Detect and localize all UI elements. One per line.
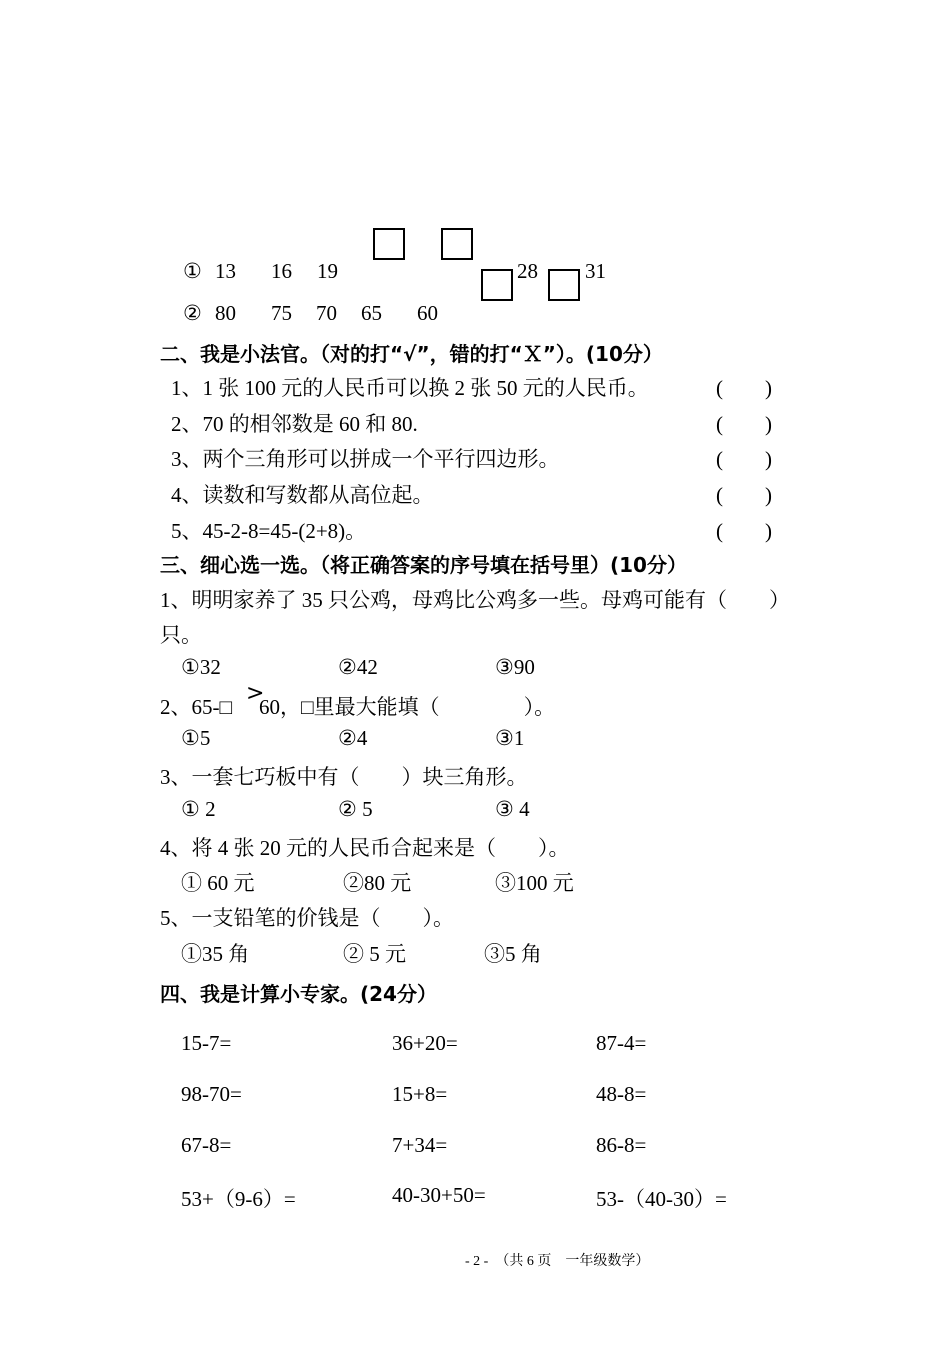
calc-item: 53-（40-30）= — [596, 1187, 727, 1211]
answer-box-1[interactable] — [373, 228, 405, 260]
calc-item: 67-8= — [181, 1133, 232, 1157]
judge-paren-1[interactable]: ( ) — [716, 376, 772, 400]
choice-option[interactable]: ③1 — [495, 726, 525, 750]
calc-item: 40-30+50= — [392, 1183, 486, 1207]
sequence-number: 60 — [417, 301, 438, 325]
answer-box-2[interactable] — [441, 228, 473, 260]
greater-than-sign: > — [246, 681, 265, 706]
judge-paren-5[interactable]: ( ) — [716, 519, 772, 543]
sequence-marker-2: ② — [183, 301, 202, 325]
sequence-number: 28 — [517, 259, 538, 283]
sequence-number: 16 — [271, 259, 292, 283]
choice-q2-suffix: 60，□里最大能填（ ）。 — [259, 695, 556, 719]
calc-item: 15+8= — [392, 1082, 448, 1106]
choice-option[interactable]: ① 2 — [181, 797, 216, 821]
judge-paren-3[interactable]: ( ) — [716, 447, 772, 471]
choice-q2-prefix: 2、65-□ — [160, 695, 233, 719]
choice-q5: 5、一支铅笔的价钱是（ ）。 — [160, 906, 454, 930]
section3-title: 三、细心选一选。（将正确答案的序号填在括号里）(10分） — [160, 553, 687, 577]
sequence-number: 19 — [317, 259, 338, 283]
calc-item: 98-70= — [181, 1082, 242, 1106]
judge-item-1: 1、1 张 100 元的人民币可以换 2 张 50 元的人民币。 — [171, 376, 649, 400]
section2-title: 二、我是小法官。（对的打“√”，错的打“Ｘ”）。(10分） — [160, 342, 663, 366]
choice-option[interactable]: ②4 — [338, 726, 368, 750]
judge-item-2: 2、70 的相邻数是 60 和 80. — [171, 412, 418, 436]
sequence-number: 65 — [361, 301, 382, 325]
choice-q4: 4、将 4 张 20 元的人民币合起来是（ ）。 — [160, 836, 570, 860]
judge-paren-4[interactable]: ( ) — [716, 483, 772, 507]
sequence-marker-1: ① — [183, 259, 202, 283]
choice-option[interactable]: ②80 元 — [343, 871, 412, 895]
choice-q1: 1、明明家养了 35 只公鸡，母鸡比公鸡多一些。母鸡可能有（ ） — [160, 588, 790, 612]
choice-option[interactable]: ③100 元 — [495, 871, 574, 895]
calc-item: 53+（9-6）= — [181, 1187, 296, 1211]
calc-item: 86-8= — [596, 1133, 647, 1157]
sequence-number: 13 — [215, 259, 236, 283]
choice-option[interactable]: ② 5 — [338, 797, 373, 821]
choice-option[interactable]: ① 60 元 — [181, 871, 255, 895]
page-footer: - 2 - （共 6 页 一年级数学） — [465, 1254, 650, 1269]
calc-item: 15-7= — [181, 1031, 232, 1055]
choice-option[interactable]: ③5 角 — [484, 942, 542, 966]
calc-item: 48-8= — [596, 1082, 647, 1106]
calc-item: 87-4= — [596, 1031, 647, 1055]
calc-item: 7+34= — [392, 1133, 448, 1157]
choice-option[interactable]: ②42 — [338, 655, 378, 679]
answer-box-3[interactable] — [481, 269, 513, 301]
sequence-number: 31 — [585, 259, 606, 283]
choice-option[interactable]: ①35 角 — [181, 942, 250, 966]
sequence-number: 70 — [316, 301, 337, 325]
choice-option[interactable]: ③90 — [495, 655, 535, 679]
sequence-number: 80 — [215, 301, 236, 325]
choice-option[interactable]: ③ 4 — [495, 797, 530, 821]
answer-box-4[interactable] — [548, 269, 580, 301]
choice-option[interactable]: ② 5 元 — [343, 942, 406, 966]
calc-item: 36+20= — [392, 1031, 458, 1055]
choice-option[interactable]: ①32 — [181, 655, 221, 679]
judge-item-3: 3、两个三角形可以拼成一个平行四边形。 — [171, 447, 560, 471]
sequence-number: 75 — [271, 301, 292, 325]
section4-title: 四、我是计算小专家。(24分） — [160, 982, 437, 1006]
judge-item-5: 5、45-2-8=45-(2+8)。 — [171, 519, 367, 543]
choice-q3: 3、一套七巧板中有（ ）块三角形。 — [160, 765, 528, 789]
choice-option[interactable]: ①5 — [181, 726, 211, 750]
judge-paren-2[interactable]: ( ) — [716, 412, 772, 436]
judge-item-4: 4、读数和写数都从高位起。 — [171, 483, 434, 507]
choice-q1-line2: 只。 — [160, 623, 202, 647]
